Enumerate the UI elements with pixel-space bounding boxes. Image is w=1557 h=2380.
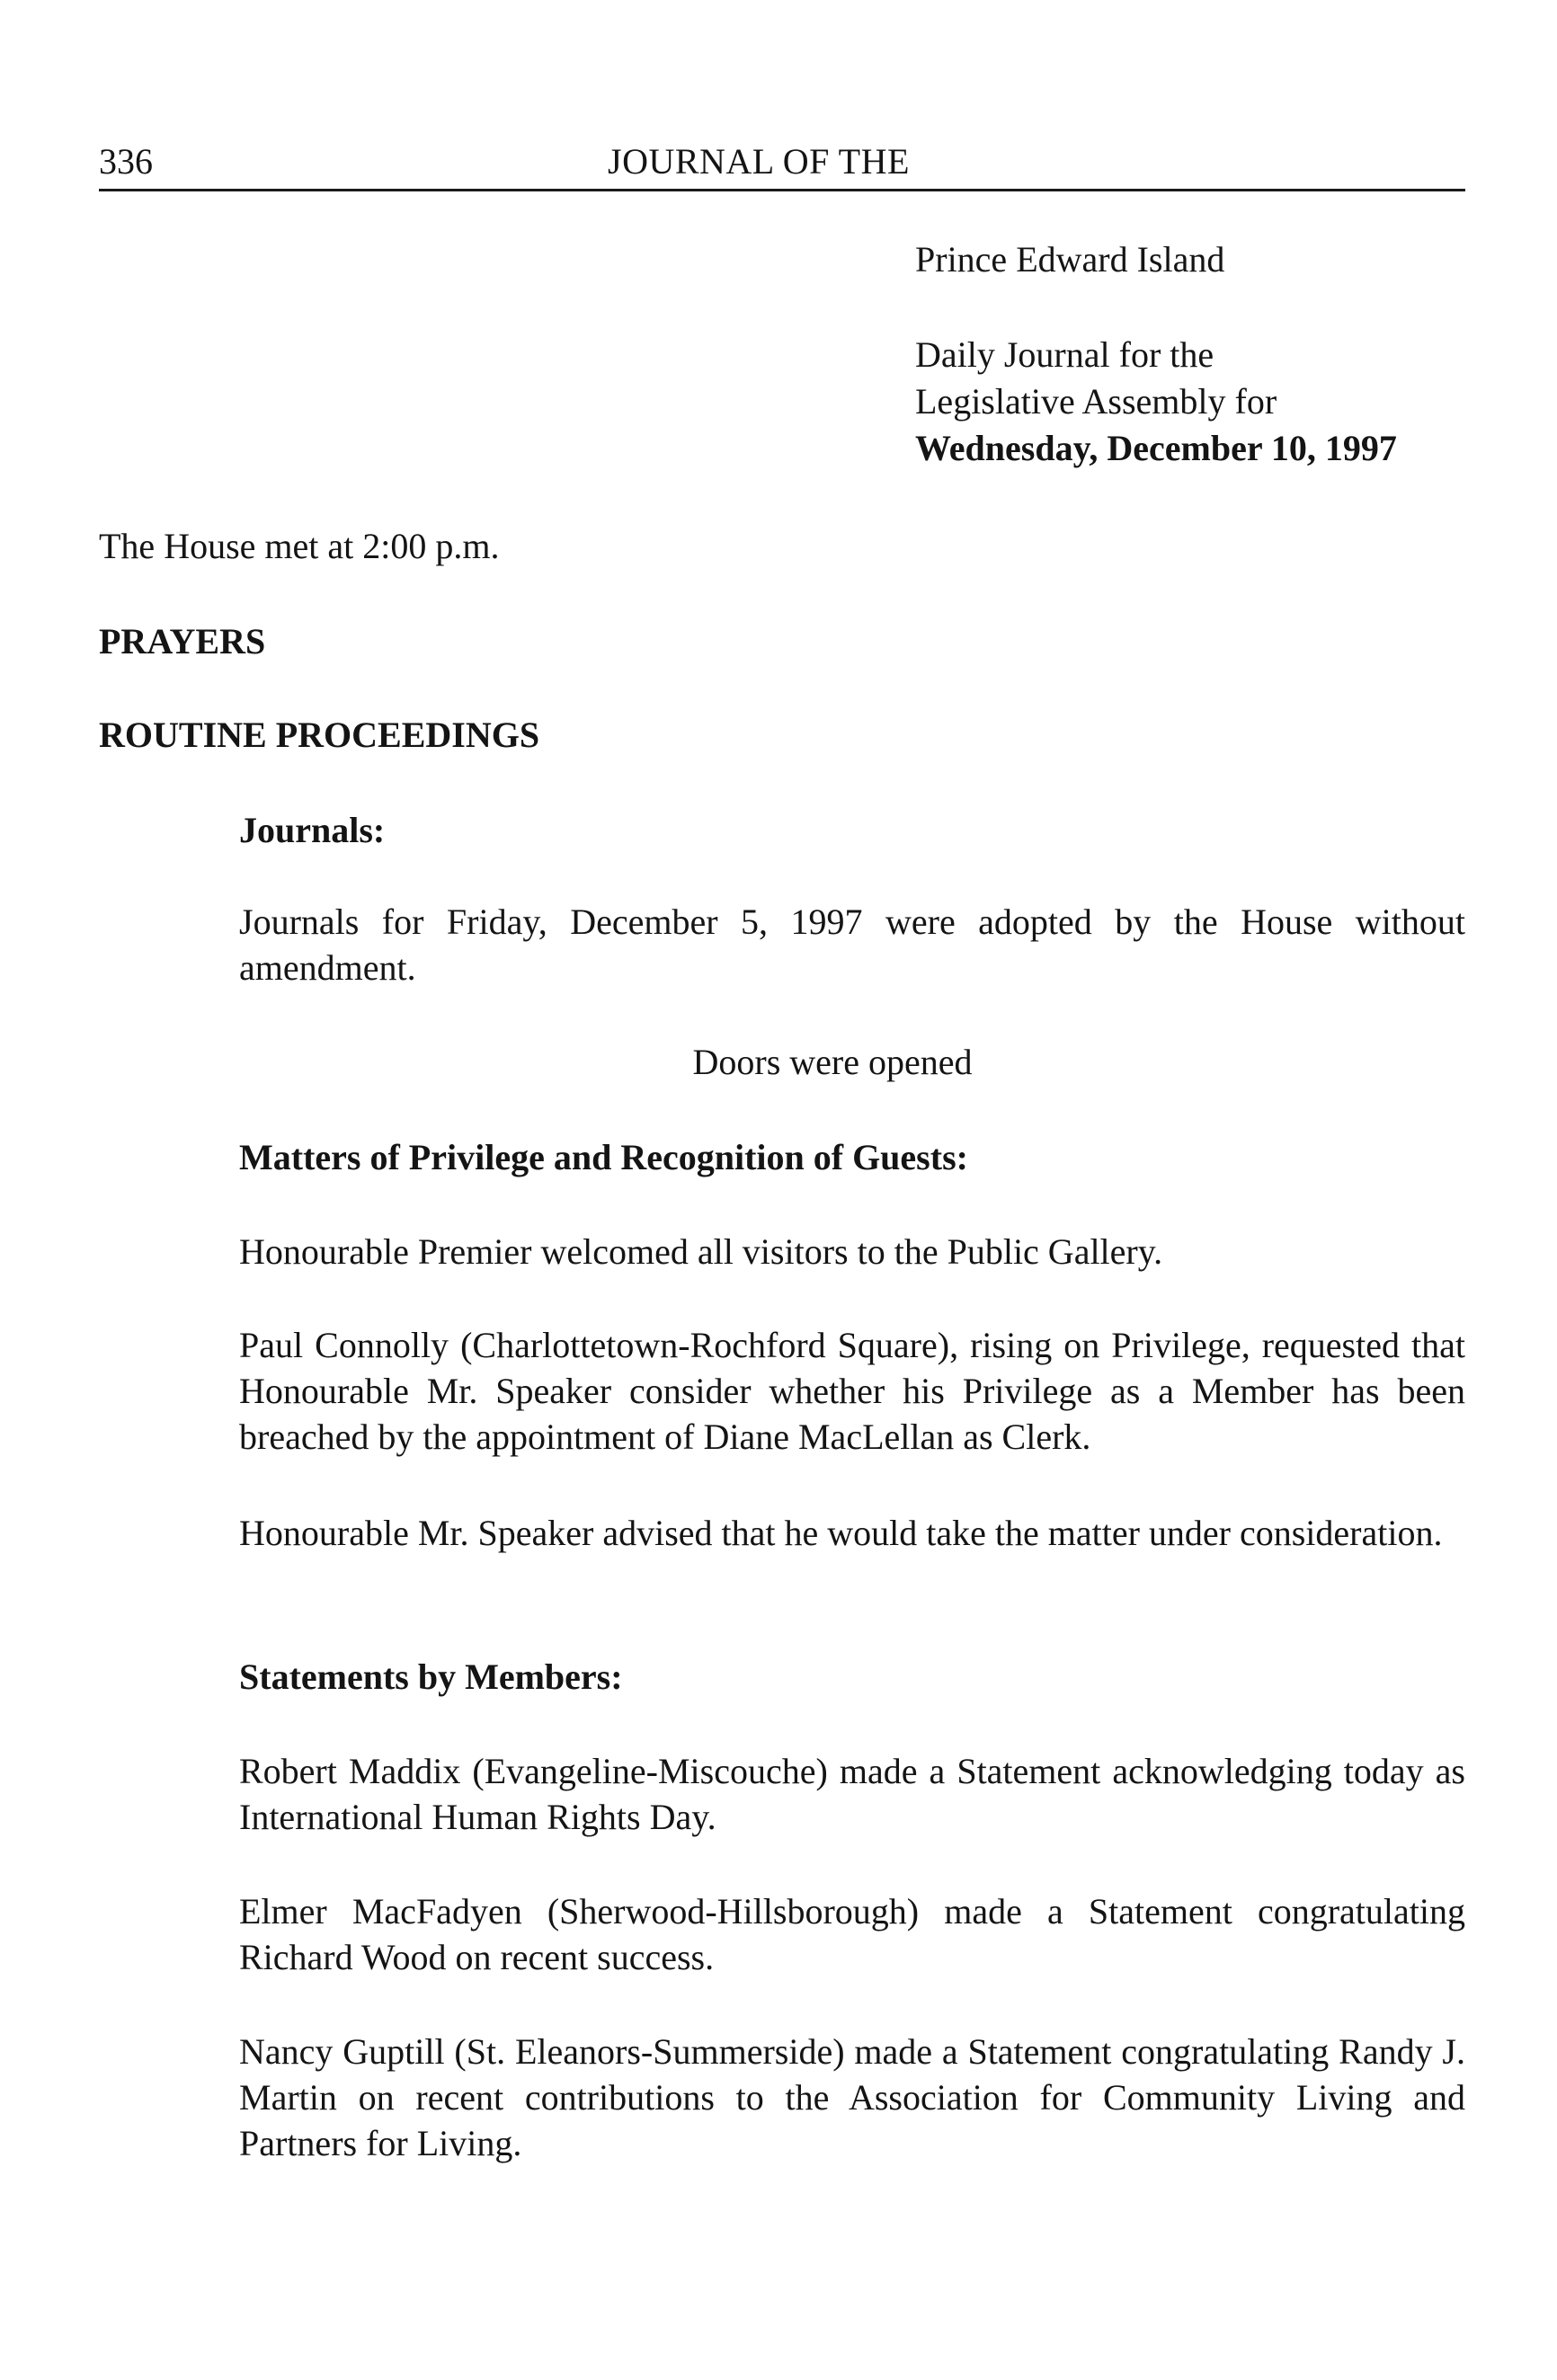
speaker-response-paragraph: Honourable Mr. Speaker advised that he would take the matter under consideration. <box>239 1513 1443 1553</box>
house-met-text: The House met at 2:00 p.m. <box>99 526 500 566</box>
page-number: 336 <box>99 141 153 182</box>
journal-title-line1: Daily Journal for the <box>915 334 1214 375</box>
province-name: Prince Edward Island <box>915 239 1225 280</box>
header-rule <box>99 189 1465 191</box>
journal-title-line2: Legislative Assembly for <box>915 381 1277 422</box>
routine-proceedings-heading: ROUTINE PROCEEDINGS <box>99 715 540 755</box>
premier-welcome-paragraph: Honourable Premier welcomed all visitors to the Public Gallery. <box>239 1231 1163 1272</box>
title-block <box>915 236 1490 472</box>
journals-heading: Journals: <box>239 810 386 850</box>
prayers-heading: PRAYERS <box>99 621 266 662</box>
doors-opened-text: Doors were opened <box>692 1042 973 1082</box>
statement-paragraph: Nancy Guptill (St. Eleanors-Summerside) made a Statement congratulating Randy J. Martin on recent contributions to the Association for Community Living and Partners for Living. <box>239 2031 1465 2163</box>
journal-date: Wednesday, December 10, 1997 <box>915 428 1397 468</box>
statement-paragraph: Robert Maddix (Evangeline-Miscouche) made a Statement acknowledging today as International Human Rights Day. <box>239 1751 1465 1837</box>
journals-paragraph: Journals for Friday, December 5, 1997 were adopted by the House without amendment. <box>239 901 1465 988</box>
running-head: JOURNAL OF THE <box>608 141 910 182</box>
statements-by-members-heading: Statements by Members: <box>239 1656 623 1697</box>
statement-paragraph: Elmer MacFadyen (Sherwood-Hillsborough) made a Statement congratulating Richard Wood on recent success. <box>239 1891 1465 1977</box>
privilege-request-paragraph: Paul Connolly (Charlottetown-Rochford Square), rising on Privilege, requested that Honourable Mr. Speaker consider whether his Privilege as a Member has been breached by the appointment of Diane MacLellan as Clerk. <box>239 1325 1465 1457</box>
matters-of-privilege-heading: Matters of Privilege and Recognition of Guests: <box>239 1137 968 1177</box>
